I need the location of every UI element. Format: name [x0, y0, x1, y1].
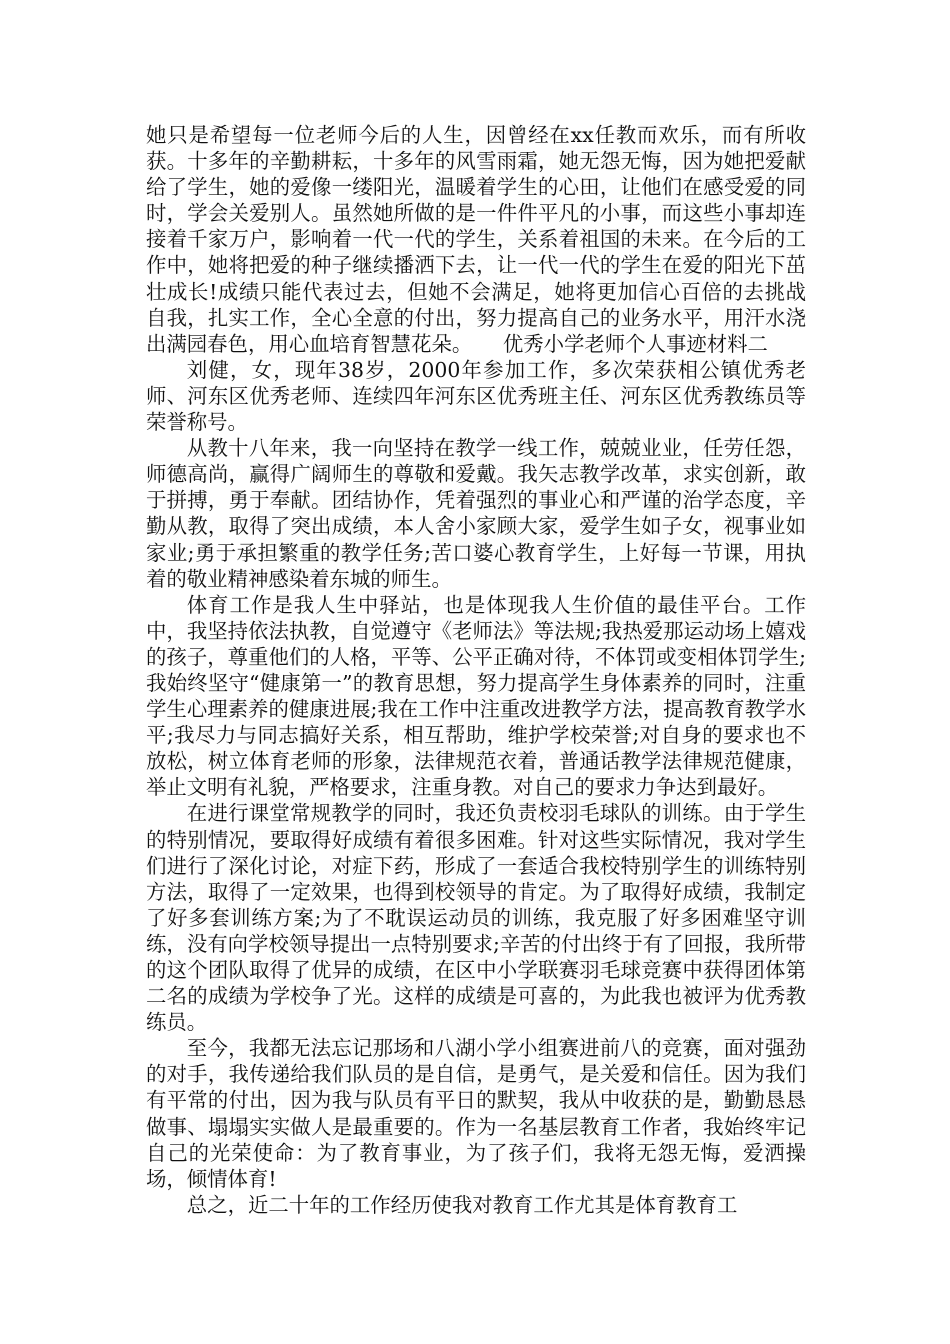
paragraph-2: 刘健，女，现年38岁，2000年参加工作，多次荣获相公镇优秀老师、河东区优秀老师、连续四年河东区优秀班主任、河东区优秀教练员等荣誉称号。 — [146, 357, 806, 435]
paragraph-1: 她只是希望每一位老师今后的人生，因曾经在xx任教而欢乐，而有所收获。十多年的辛勤耕耘，十多年的风雪雨霜，她无怨无悔，因为她把爱献给了学生，她的爱像一缕阳光，温暖着学生的心田，让他们在感受爱的同时，学会关爱别人。虽然她所做的是一件件平凡的小事，而这些小事却连接着千家万户，影响着一代一代的学生，关系着祖国的未来。在今后的工作中，她将把爱的种子继续播洒下去，让一代一代的学生在爱的阳光下茁壮成长!成绩只能代表过去，但她不会满足，她将更加信心百倍的去挑战自我，扎实工作，全心全意的付出，努力提高自己的业务水平，用汗水浇出满园春色，用心血培育智慧花朵。 优秀小学老师个人事迹材料二 — [146, 123, 806, 356]
paragraph-6: 至今，我都无法忘记那场和八湖小学小组赛进前八的竞赛，面对强劲的对手，我传递给我们队员的是自信，是勇气，是关爱和信任。因为我们有平常的付出，因为我与队员有平日的默契，我从中收获的是，勤勤恳恳做事、塌塌实实做人是最重要的。作为一名基层教育工作者，我始终牢记自己的光荣使命：为了教育事业，为了孩子们，我将无怨无悔，爱洒操场，倾情体育! — [146, 1036, 806, 1191]
paragraph-5: 在进行课堂常规教学的同时，我还负责校羽毛球队的训练。由于学生的特别情况，要取得好成绩有着很多困难。针对这些实际情况，我对学生们进行了深化讨论，对症下药，形成了一套适合我校特别学生的训练特别方法，取得了一定效果，也得到校领导的肯定。为了取得好成绩，我制定了好多套训练方案;为了不耽误运动员的训练，我克服了好多困难坚守训练，没有向学校领导提出一点特别要求;辛苦的付出终于有了回报，我所带的这个团队取得了优异的成绩，在区中小学联赛羽毛球竞赛中获得团体第二名的成绩为学校争了光。这样的成绩是可喜的，为此我也被评为优秀教练员。 — [146, 801, 806, 1035]
paragraph-4: 体育工作是我人生中驿站，也是体现我人生价值的最佳平台。工作中，我坚持依法执教，自觉遵守《老师法》等法规;我热爱那运动场上嬉戏的孩子，尊重他们的人格，平等、公平正确对待，不体罚或变相体罚学生;我始终坚守“健康第一”的教育思想，努力提高学生身体素养的同时，注重学生心理素养的健康进展;我在工作中注重改进教学方法，提高教育教学水平;我尽力与同志搞好关系，相互帮助，维护学校荣誉;对自身的要求也不放松，树立体育老师的形象，法律规范衣着，普通话教学法律规范健康，举止文明有礼貌，严格要求，注重身教。对自己的要求力争达到最好。 — [146, 592, 806, 800]
document-page — [146, 122, 806, 1218]
paragraph-3: 从教十八年来，我一向坚持在教学一线工作，兢兢业业，任劳任怨，师德高尚，赢得广阔师生的尊敬和爱戴。我矢志教学改革，求实创新，敢于拼搏，勇于奉献。团结协作，凭着强烈的事业心和严谨的治学态度，辛勤从教，取得了突出成绩，本人舍小家顾大家，爱学生如子女，视事业如家业;勇于承担繁重的教学任务;苦口婆心教育学生，上好每一节课，用执着的敬业精神感染着东城的师生。 — [146, 436, 806, 591]
paragraph-7: 总之，近二十年的工作经历使我对教育工作尤其是体育教育工 — [186, 1192, 738, 1217]
